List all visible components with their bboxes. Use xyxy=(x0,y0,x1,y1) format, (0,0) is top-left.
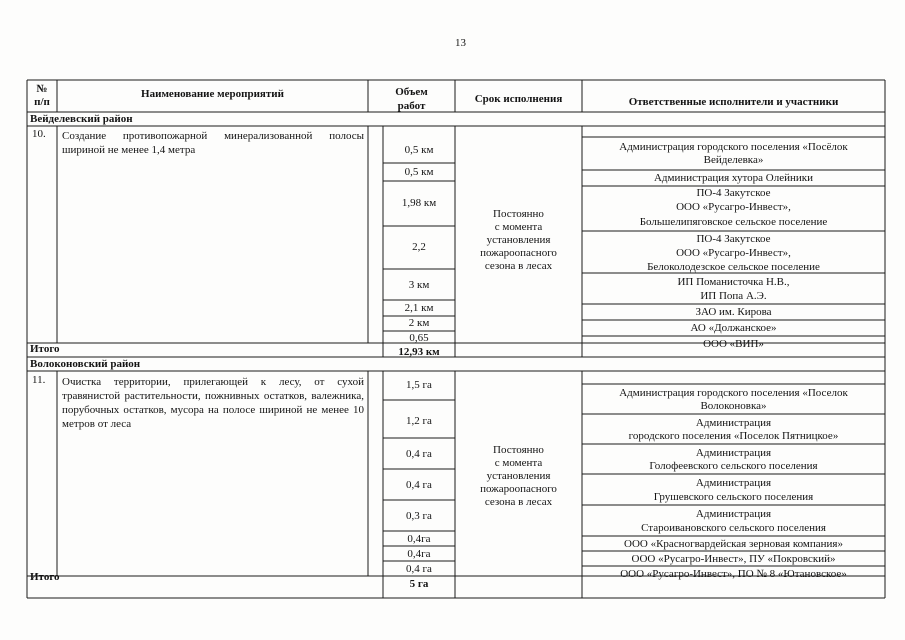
district-title: Волоконовский район xyxy=(30,358,141,370)
header-volume-line2: работ xyxy=(397,100,426,112)
responsible-line: Администрация xyxy=(695,477,772,489)
term-line: установления xyxy=(486,234,551,246)
volume-cell: 0,65 xyxy=(409,332,429,344)
responsible-line: Голофеевского сельского поселения xyxy=(649,460,818,472)
responsible-line: Белоколодезское сельское поселение xyxy=(647,261,820,273)
volume-cell: 3 км xyxy=(408,279,430,291)
responsible-line: Администрация городского поселения «Посёлок xyxy=(619,141,848,153)
district-title: Вейделевский район xyxy=(30,113,133,125)
volume-cell: 1,2 га xyxy=(406,415,432,427)
volume-cell: 0,4 га xyxy=(406,563,432,575)
term-line: с момента xyxy=(494,221,543,233)
term-line: с момента xyxy=(494,457,543,469)
total-label: Итого xyxy=(30,343,60,355)
term-line: Постоянно xyxy=(493,444,544,456)
responsible-line: Большелипяговское сельское поселение xyxy=(639,216,828,228)
responsible-line: ИП Попа А.Э. xyxy=(700,290,767,302)
responsible-line: АО «Должанское» xyxy=(690,322,777,334)
header-responsible: Ответственные исполнители и участники xyxy=(628,96,839,108)
volume-cell: 0,4га xyxy=(407,533,431,545)
responsible-line: Грушевского сельского поселения xyxy=(653,491,814,503)
responsible-line: ООО «ВИП» xyxy=(703,338,764,350)
responsible-line: ООО «Русагро-Инвест», ПО № 8 «Ютановское» xyxy=(620,568,847,580)
responsible-line: ООО «Русагро-Инвест», xyxy=(676,201,791,213)
total-label: Итого xyxy=(30,571,60,583)
header-num-line1: № xyxy=(36,83,48,95)
responsible-line: ПО-4 Закутское xyxy=(696,187,771,199)
volume-cell: 2,2 xyxy=(412,241,426,253)
item-number: 11. xyxy=(32,374,46,386)
total-value: 5 га xyxy=(409,578,429,590)
responsible-line: ИП Поманисточка Н.В., xyxy=(677,276,790,288)
term-line: пожароопасного xyxy=(480,483,557,495)
header-term: Срок исполнения xyxy=(474,93,563,105)
total-value: 12,93 км xyxy=(398,346,440,358)
volume-cell: 0,4 га xyxy=(406,448,432,460)
term-line: пожароопасного xyxy=(480,247,557,259)
item-description: Создание противопожарной минерализованной полосы шириной не менее 1,4 метра xyxy=(62,130,364,156)
responsible-line: ООО «Русагро-Инвест», ПУ «Покровский» xyxy=(631,553,836,565)
responsible-line: городского поселения «Поселок Пятницкое» xyxy=(628,430,839,442)
volume-cell: 0,3 га xyxy=(406,510,432,522)
volume-cell: 2 км xyxy=(408,317,430,329)
header-num-line2: п/п xyxy=(34,96,50,108)
responsible-line: Администрация хутора Олейники xyxy=(653,172,814,184)
term-line: сезона в лесах xyxy=(484,496,553,508)
item-number: 10. xyxy=(32,128,46,140)
header-name: Наименование мероприятий xyxy=(141,88,284,100)
volume-cell: 0,5 км xyxy=(404,144,434,156)
responsible-line: ЗАО им. Кирова xyxy=(695,306,772,318)
responsible-line: Волоконовка» xyxy=(700,400,767,412)
responsible-line: ООО «Русагро-Инвест», xyxy=(676,247,791,259)
responsible-line: Администрация xyxy=(695,417,772,429)
volume-cell: 2,1 км xyxy=(404,302,434,314)
term-line: Постоянно xyxy=(493,208,544,220)
responsible-line: Вейделевка» xyxy=(703,154,764,166)
responsible-line: Староивановского сельского поселения xyxy=(641,522,826,534)
responsible-line: Администрация городского поселения «Поселок xyxy=(619,387,848,399)
header-volume-line1: Объем xyxy=(395,86,428,98)
responsible-line: ПО-4 Закутское xyxy=(696,233,771,245)
term-line: установления xyxy=(486,470,551,482)
responsible-line: Администрация xyxy=(695,447,772,459)
item-description: Очистка территории, прилегающей к лесу, от сухой травянистой растительности, пожнивных остатков, валежника, порубочных остатков, мусора на полосе шириной не менее 10 метров от леса xyxy=(62,376,364,430)
volume-cell: 1,98 км xyxy=(401,197,437,209)
volume-cell: 0,4га xyxy=(407,548,431,560)
volume-cell: 0,4 га xyxy=(406,479,432,491)
volume-cell: 1,5 га xyxy=(406,379,432,391)
responsible-line: Администрация xyxy=(695,508,772,520)
responsible-line: ООО «Красногвардейская зерновая компания» xyxy=(624,538,843,550)
term-line: сезона в лесах xyxy=(484,260,553,272)
page-number: 13 xyxy=(455,37,466,49)
volume-cell: 0,5 км xyxy=(404,166,434,178)
